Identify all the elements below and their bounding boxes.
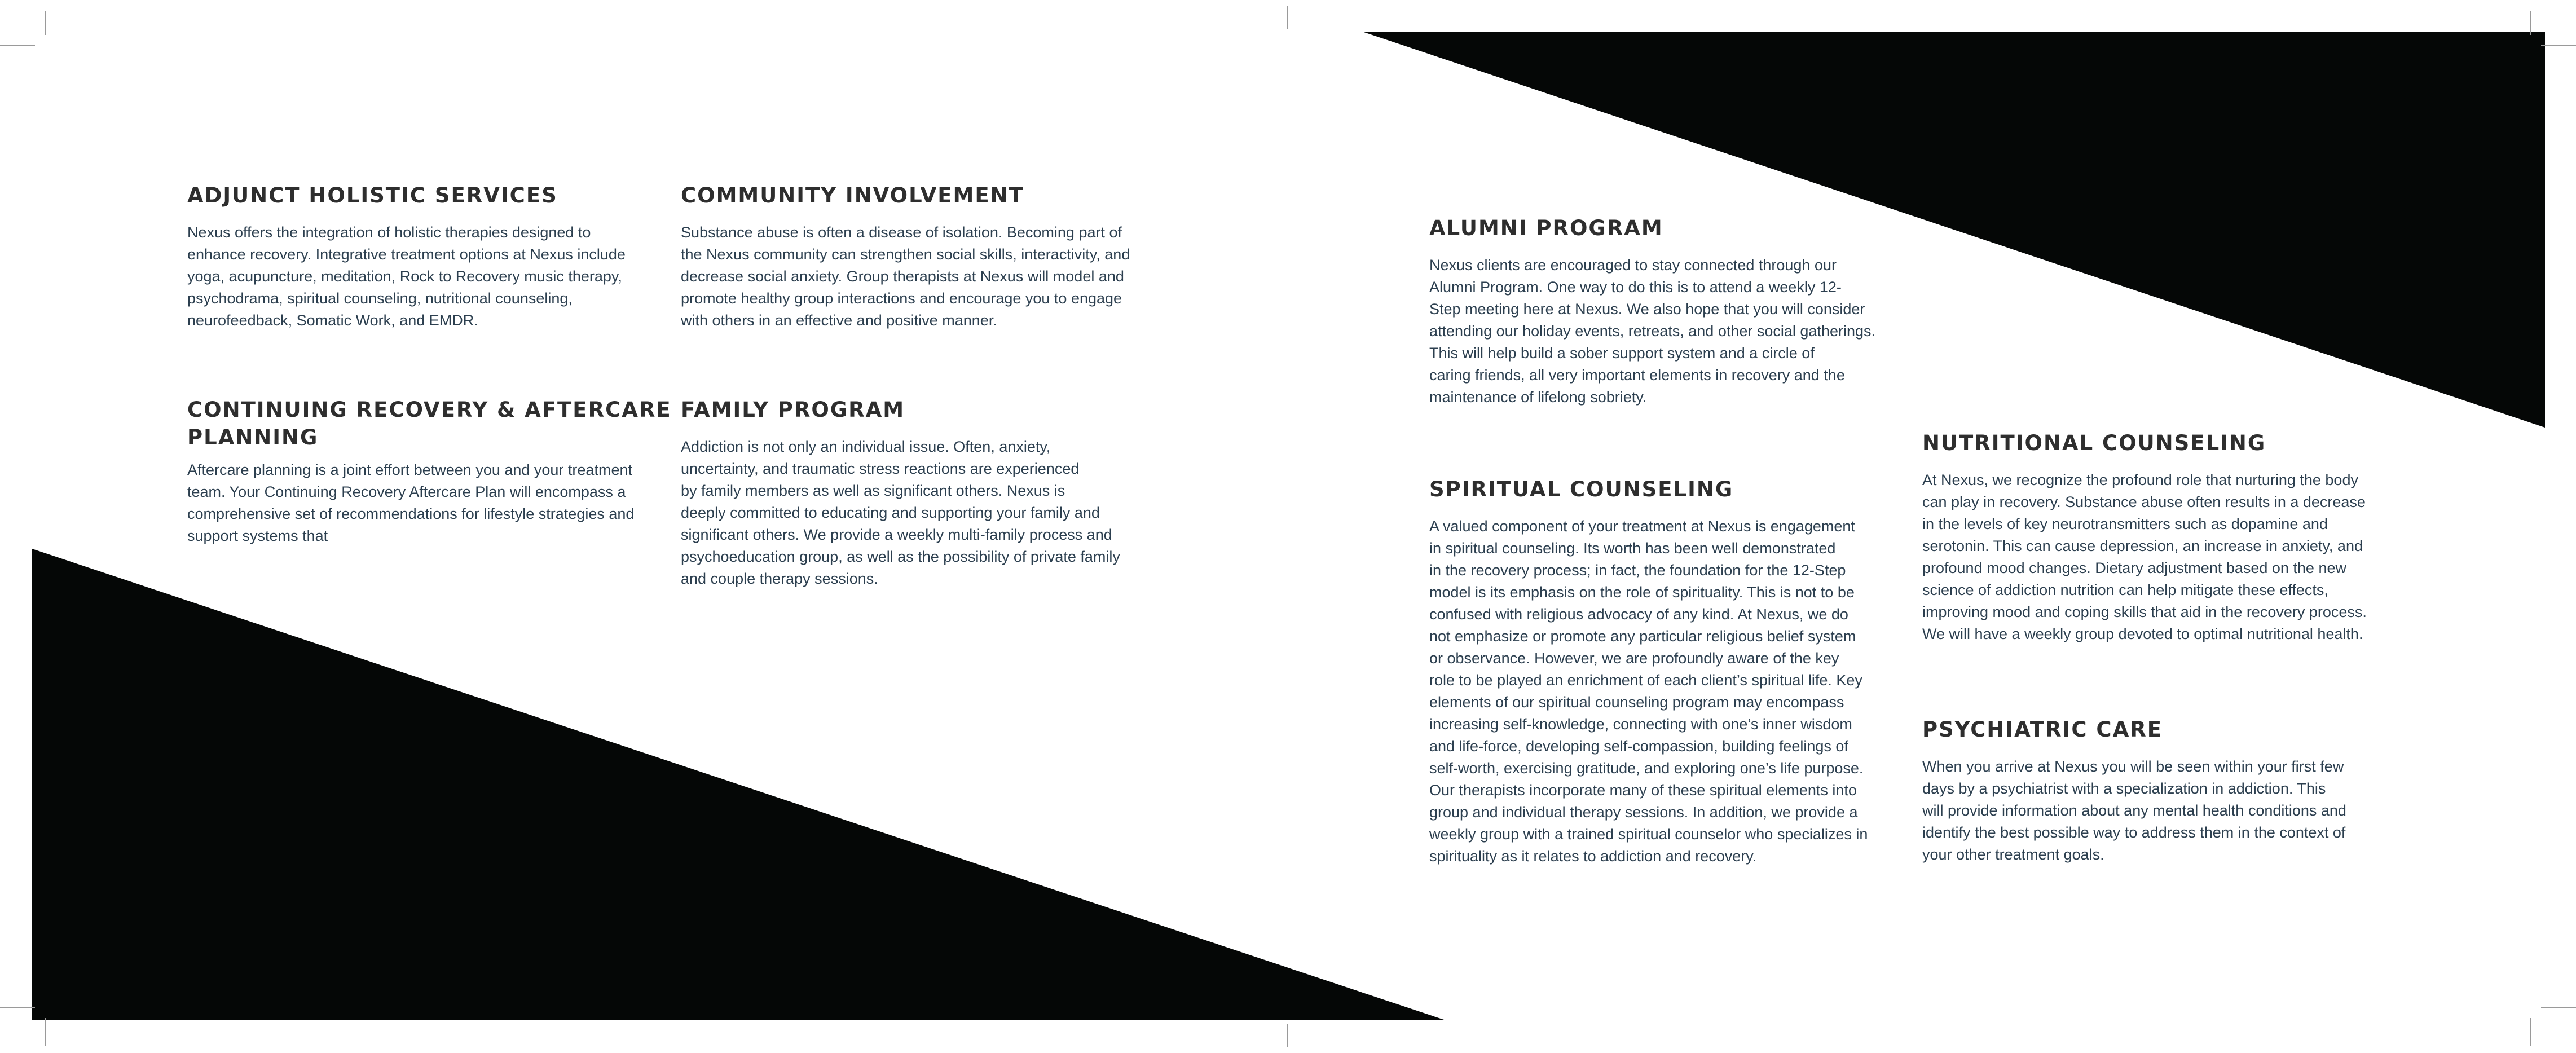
adjunct-holistic-services-section [187, 182, 655, 332]
section-heading: NUTRITIONAL COUNSELING [1922, 431, 2266, 455]
section-heading: ALUMNI PROGRAM [1429, 216, 1663, 240]
section-body: When you arrive at Nexus you will be seen within your first few days by a psychiatrist with a specialization in addiction. This will provide information about any mental health conditions and identify the best possible way to address them in the context of your other treatment goals. [1922, 758, 2346, 863]
nutritional-counseling-section [1922, 429, 2407, 645]
alumni-program-section [1429, 214, 1914, 408]
community-involvement-section [681, 182, 1166, 332]
section-body: A valued component of your treatment at Nexus is engagement in spiritual counseling. Its worth has been well demonstrated in the recovery process; in fact, the foundation for the 12-Step model is its emphasis on the role of spirituality. This is not to be confused with religious advocacy of any kind. At Nexus, we do not emphasize or promote any particular religious belief system or observance. However, we are profoundly aware of the key role to be played an enrichment of each client’s spiritual life. Key elements of our spiritual counseling program may encompass increasing self-knowledge, connecting with one’s inner wisdom and life-force, developing self-compassion, building feelings of self-worth, exercising gratitude, and exploring one’s life purpose. Our therapists incorporate many of these spiritual elements into group and individual therapy sessions. In addition, we provide a weekly group with a trained spiritual counselor who specializes in spirituality as it relates to addiction and recovery. [1429, 518, 1868, 865]
section-heading: SPIRITUAL COUNSELING [1429, 477, 1734, 501]
continuing-recovery-section [187, 396, 672, 547]
psychiatric-care-section [1922, 716, 2407, 866]
family-program-section [681, 396, 1166, 590]
section-body: Nexus offers the integration of holistic therapies designed to enhance recovery. Integrative treatment options at Nexus include yoga, acupuncture, meditation, Rock to Recovery music therapy, psychodrama, spiritual counseling, nutritional counseling, neurofeedback, Somatic Work, and EMDR. [187, 224, 626, 329]
section-body: Addiction is not only an individual issue. Often, anxiety, uncertainty, and traumatic stress reactions are experienced by family members as well as significant others. Nexus is deeply committed to educating and supporting your family and significant others. We provide a weekly multi-family process and psychoeducation group, as well as the possibility of private family and couple therapy sessions. [681, 438, 1120, 587]
section-heading: COMMUNITY INVOLVEMENT [681, 183, 1024, 208]
section-heading: ADJUNCT HOLISTIC SERVICES [187, 183, 558, 208]
section-heading: FAMILY PROGRAM [681, 398, 905, 422]
section-body: Substance abuse is often a disease of isolation. Becoming part of the Nexus community can strengthen social skills, interactivity, and decrease social anxiety. Group therapists at Nexus will model and promote healthy group interactions and encourage you to engage with others in an effective and positive manner. [681, 224, 1130, 329]
section-body: Aftercare planning is a joint effort between you and your treatment team. Your Continuing Recovery Aftercare Plan will encompass a comprehensive set of recommendations for lifestyle strategies and support systems that [187, 461, 635, 544]
bottom-left-triangle [32, 549, 1444, 1020]
section-body: Nexus clients are encouraged to stay connected through our Alumni Program. One way to do this is to attend a weekly 12- Step meeting here at Nexus. We also hope that you will consider attending our holiday events, retreats, and other social gatherings. This will help build a sober support system and a circle of caring friends, all very important elements in recovery and the maintenance of lifelong sobriety. [1429, 257, 1875, 406]
section-heading: PSYCHIATRIC CARE [1922, 717, 2163, 742]
section-body: At Nexus, we recognize the profound role that nurturing the body can play in recovery. Substance abuse often results in a decrease in the levels of key neurotransmitters such as dopamine and serotonin. This can cause depression, an increase in anxiety, and profound mood changes. Dietary adjustment based on the new science of addiction nutrition can help mitigate these effects, improving mood and coping skills that aid in the recovery process. We will have a weekly group devoted to optimal nutritional health. [1922, 472, 2367, 642]
spiritual-counseling-section [1429, 475, 1914, 867]
section-heading: CONTINUING RECOVERY & AFTERCARE PLANNING [187, 398, 672, 450]
